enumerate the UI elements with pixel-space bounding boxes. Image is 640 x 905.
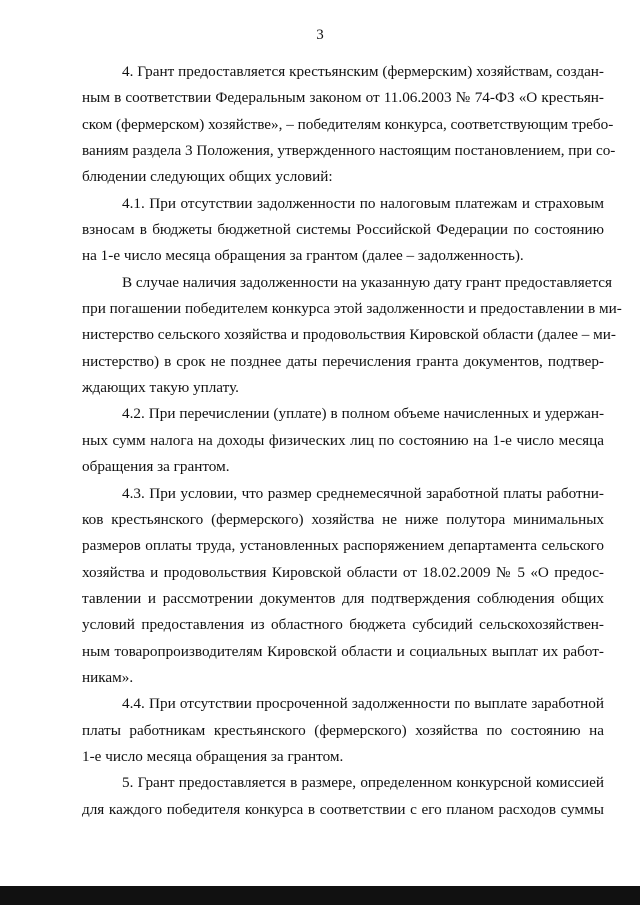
text-line: ных сумм налога на доходы физических лиц по состоянию на 1-е число месяца xyxy=(82,431,604,449)
text-line: ков крестьянского (фермерского) хозяйства не ниже полутора минимальных xyxy=(82,510,604,528)
text-line: 4.2. При перечислении (уплате) в полном объеме начисленных и удержан- xyxy=(122,405,604,423)
text-line: тавлении и рассмотрении документов для подтверждения соблюдения общих xyxy=(82,589,604,607)
text-line: 1-е число месяца обращения за грантом. xyxy=(82,747,344,765)
text-line: ском (фермерском) хозяйстве», – победителям конкурса, соответствующим требо- xyxy=(82,115,614,133)
text-line: 4.4. При отсутствии просроченной задолженности по выплате заработной xyxy=(122,695,604,713)
text-line: 4.1. При отсутствии задолженности по налоговым платежам и страховым xyxy=(122,194,604,212)
text-line: нистерство сельского хозяйства и продовольствия Кировской области (далее – ми- xyxy=(82,326,616,344)
text-line: 5. Грант предоставляется в размере, определенном конкурсной комиссией xyxy=(122,774,604,792)
text-line: ным в соответствии Федеральным законом от 11.06.2003 № 74-ФЗ «О крестьян- xyxy=(82,89,604,107)
text-line: обращения за грантом. xyxy=(82,458,230,476)
text-line: взносам в бюджеты бюджетной системы Российской Федерации по состоянию xyxy=(82,221,604,239)
text-line: платы работникам крестьянского (фермерского) хозяйства по состоянию на xyxy=(82,721,604,739)
text-line: 4. Грант предоставляется крестьянским (фермерским) хозяйствам, создан- xyxy=(122,63,604,80)
text-line: для каждого победителя конкурса в соответствии с его планом расходов суммы xyxy=(82,800,604,818)
page-number: 3 xyxy=(316,27,324,43)
text-line: 4.3. При условии, что размер среднемесячной заработной платы работни- xyxy=(122,484,604,502)
text-line: при погашении победителем конкурса этой задолженности и предоставлении в ми- xyxy=(82,300,622,318)
document-body xyxy=(82,59,622,823)
text-line: хозяйства и продовольствия Кировской области от 18.02.2009 № 5 «О предос- xyxy=(82,563,604,581)
text-line: ваниям раздела 3 Положения, утвержденного настоящим постановлением, при со- xyxy=(82,142,616,160)
text-line: ждающих такую уплату. xyxy=(82,379,239,397)
text-line: никам». xyxy=(82,668,134,686)
text-line: условий предоставления из областного бюджета субсидий сельскохозяйствен- xyxy=(82,616,604,634)
text-line: блюдении следующих общих условий: xyxy=(82,168,333,186)
text-line: В случае наличия задолженности на указанную дату грант предоставляется xyxy=(122,273,613,291)
text-line: ным товаропроизводителям Кировской области и социальных выплат их работ- xyxy=(82,642,604,660)
text-line: нистерство) в срок не позднее даты перечисления гранта документов, подтвер- xyxy=(82,352,604,370)
scan-edge-bar xyxy=(0,886,640,905)
text-line: на 1-е число месяца обращения за грантом (далее – задолженность). xyxy=(82,247,524,265)
text-line: размеров оплаты труда, установленных распоряжением департамента сельского xyxy=(82,537,604,555)
